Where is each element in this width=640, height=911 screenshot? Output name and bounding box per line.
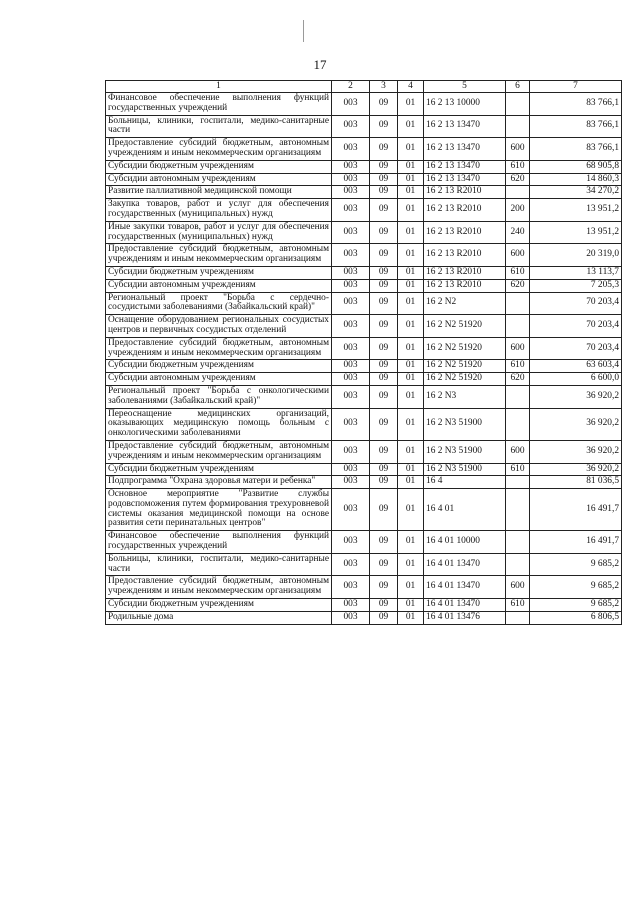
subsection-code: 01 <box>398 186 424 199</box>
row-name: Субсидии бюджетным учреждениям <box>106 599 332 612</box>
row-name: Субсидии автономным учреждениям <box>106 279 332 292</box>
ministry-code: 003 <box>332 599 370 612</box>
target-article-code: 16 2 13 13470 <box>424 138 506 161</box>
section-code: 09 <box>370 244 398 267</box>
section-code: 09 <box>370 186 398 199</box>
subsection-code: 01 <box>398 440 424 463</box>
row-name: Субсидии бюджетным учреждениям <box>106 360 332 373</box>
column-header: 2 <box>332 81 370 93</box>
section-code: 09 <box>370 173 398 186</box>
table-row <box>106 266 622 279</box>
row-name: Финансовое обеспечение выполнения функций государственных учреждений <box>106 93 332 116</box>
section-code: 09 <box>370 266 398 279</box>
row-name: Предоставление субсидий бюджетным, автономным учреждениям и иным некоммерческим организациям <box>106 138 332 161</box>
ministry-code: 003 <box>332 292 370 315</box>
section-code: 09 <box>370 315 398 338</box>
expense-type-code: 620 <box>506 173 530 186</box>
section-code: 09 <box>370 93 398 116</box>
target-article-code: 16 2 13 10000 <box>424 93 506 116</box>
table-body <box>106 93 622 625</box>
expense-type-code: 610 <box>506 463 530 476</box>
row-name: Больницы, клиники, госпитали, медико-санитарные части <box>106 553 332 576</box>
table-row <box>106 553 622 576</box>
ministry-code: 003 <box>332 440 370 463</box>
target-article-code: 16 4 <box>424 476 506 489</box>
section-code: 09 <box>370 373 398 386</box>
amount: 63 603,4 <box>530 360 622 373</box>
amount: 83 766,1 <box>530 93 622 116</box>
table-row <box>106 199 622 222</box>
section-code: 09 <box>370 611 398 624</box>
ministry-code: 003 <box>332 279 370 292</box>
ministry-code: 003 <box>332 244 370 267</box>
subsection-code: 01 <box>398 173 424 186</box>
row-name: Развитие паллиативной медицинской помощи <box>106 186 332 199</box>
subsection-code: 01 <box>398 199 424 222</box>
expense-type-code: 600 <box>506 244 530 267</box>
subsection-code: 01 <box>398 315 424 338</box>
ministry-code: 003 <box>332 315 370 338</box>
amount: 6 600,0 <box>530 373 622 386</box>
target-article-code: 16 2 13 R2010 <box>424 221 506 244</box>
amount: 81 036,5 <box>530 476 622 489</box>
target-article-code: 16 4 01 <box>424 489 506 531</box>
amount: 20 319,0 <box>530 244 622 267</box>
amount: 36 920,2 <box>530 463 622 476</box>
ministry-code: 003 <box>332 489 370 531</box>
target-article-code: 16 2 N3 51900 <box>424 408 506 440</box>
table-row <box>106 440 622 463</box>
subsection-code: 01 <box>398 576 424 599</box>
target-article-code: 16 4 01 13470 <box>424 599 506 612</box>
section-code: 09 <box>370 160 398 173</box>
row-name: Субсидии бюджетным учреждениям <box>106 266 332 279</box>
expense-type-code: 610 <box>506 266 530 279</box>
ministry-code: 003 <box>332 576 370 599</box>
expense-type-code <box>506 476 530 489</box>
ministry-code: 003 <box>332 115 370 138</box>
section-code: 09 <box>370 463 398 476</box>
table-row <box>106 476 622 489</box>
target-article-code: 16 4 01 13470 <box>424 553 506 576</box>
subsection-code: 01 <box>398 337 424 360</box>
row-name: Основное мероприятие "Развитие службы родовспоможения путем формирования трехуровневой системы оказания медицинской помощи на основе развития сети перинатальных центров" <box>106 489 332 531</box>
expense-type-code <box>506 489 530 531</box>
table-row <box>106 279 622 292</box>
target-article-code: 16 2 13 R2010 <box>424 244 506 267</box>
target-article-code: 16 2 N3 <box>424 385 506 408</box>
target-article-code: 16 2 13 13470 <box>424 160 506 173</box>
subsection-code: 01 <box>398 221 424 244</box>
target-article-code: 16 2 N3 51900 <box>424 440 506 463</box>
ministry-code: 003 <box>332 553 370 576</box>
section-code: 09 <box>370 576 398 599</box>
ministry-code: 003 <box>332 463 370 476</box>
section-code: 09 <box>370 199 398 222</box>
expense-type-code <box>506 186 530 199</box>
row-name: Переоснащение медицинских организаций, оказывающих медицинскую помощь больным с онкологическими заболеваниями <box>106 408 332 440</box>
section-code: 09 <box>370 489 398 531</box>
subsection-code: 01 <box>398 531 424 554</box>
table-row <box>106 599 622 612</box>
ministry-code: 003 <box>332 408 370 440</box>
ministry-code: 003 <box>332 160 370 173</box>
subsection-code: 01 <box>398 93 424 116</box>
amount: 70 203,4 <box>530 292 622 315</box>
subsection-code: 01 <box>398 489 424 531</box>
row-name: Иные закупки товаров, работ и услуг для обеспечения государственных (муниципальных) нужд <box>106 221 332 244</box>
amount: 36 920,2 <box>530 408 622 440</box>
expense-type-code <box>506 553 530 576</box>
ministry-code: 003 <box>332 531 370 554</box>
expense-type-code: 600 <box>506 337 530 360</box>
target-article-code: 16 2 N2 51920 <box>424 337 506 360</box>
table-row <box>106 173 622 186</box>
expense-type-code: 610 <box>506 360 530 373</box>
section-code: 09 <box>370 279 398 292</box>
amount: 9 685,2 <box>530 599 622 612</box>
row-name: Субсидии бюджетным учреждениям <box>106 160 332 173</box>
expense-type-code <box>506 385 530 408</box>
target-article-code: 16 2 13 R2010 <box>424 266 506 279</box>
amount: 16 491,7 <box>530 489 622 531</box>
expense-type-code: 610 <box>506 599 530 612</box>
expense-type-code: 200 <box>506 199 530 222</box>
target-article-code: 16 2 N2 51920 <box>424 360 506 373</box>
table-row <box>106 160 622 173</box>
table-row <box>106 576 622 599</box>
ministry-code: 003 <box>332 360 370 373</box>
amount: 13 113,7 <box>530 266 622 279</box>
row-name: Закупка товаров, работ и услуг для обеспечения государственных (муниципальных) нужд <box>106 199 332 222</box>
table-row <box>106 315 622 338</box>
column-header: 3 <box>370 81 398 93</box>
ministry-code: 003 <box>332 186 370 199</box>
subsection-code: 01 <box>398 553 424 576</box>
subsection-code: 01 <box>398 279 424 292</box>
target-article-code: 16 4 01 13470 <box>424 576 506 599</box>
column-header: 6 <box>506 81 530 93</box>
ministry-code: 003 <box>332 173 370 186</box>
table-row <box>106 244 622 267</box>
section-code: 09 <box>370 440 398 463</box>
amount: 13 951,2 <box>530 221 622 244</box>
table-row <box>106 463 622 476</box>
table-row <box>106 138 622 161</box>
section-code: 09 <box>370 337 398 360</box>
row-name: Субсидии бюджетным учреждениям <box>106 463 332 476</box>
row-name: Субсидии автономным учреждениям <box>106 173 332 186</box>
subsection-code: 01 <box>398 115 424 138</box>
amount: 36 920,2 <box>530 440 622 463</box>
expense-type-code <box>506 115 530 138</box>
row-name: Предоставление субсидий бюджетным, автономным учреждениям и иным некоммерческим организациям <box>106 576 332 599</box>
row-name: Родильные дома <box>106 611 332 624</box>
amount: 9 685,2 <box>530 553 622 576</box>
subsection-code: 01 <box>398 360 424 373</box>
expense-type-code: 620 <box>506 279 530 292</box>
target-article-code: 16 2 13 R2010 <box>424 186 506 199</box>
target-article-code: 16 2 13 13470 <box>424 173 506 186</box>
table-row <box>106 373 622 386</box>
row-name: Предоставление субсидий бюджетным, автономным учреждениям и иным некоммерческим организациям <box>106 440 332 463</box>
expense-type-code <box>506 292 530 315</box>
expense-type-code: 610 <box>506 160 530 173</box>
subsection-code: 01 <box>398 476 424 489</box>
subsection-code: 01 <box>398 463 424 476</box>
table-row <box>106 221 622 244</box>
subsection-code: 01 <box>398 160 424 173</box>
target-article-code: 16 2 13 R2010 <box>424 279 506 292</box>
row-name: Предоставление субсидий бюджетным, автономным учреждениям и иным некоммерческим организациям <box>106 244 332 267</box>
expense-type-code <box>506 93 530 116</box>
subsection-code: 01 <box>398 599 424 612</box>
section-code: 09 <box>370 476 398 489</box>
expense-type-code <box>506 611 530 624</box>
row-name: Оснащение оборудованием региональных сосудистых центров и первичных сосудистых отделений <box>106 315 332 338</box>
target-article-code: 16 4 01 10000 <box>424 531 506 554</box>
expense-type-code <box>506 408 530 440</box>
row-name: Субсидии автономным учреждениям <box>106 373 332 386</box>
target-article-code: 16 2 N2 51920 <box>424 373 506 386</box>
subsection-code: 01 <box>398 244 424 267</box>
expense-type-code: 600 <box>506 440 530 463</box>
amount: 68 905,8 <box>530 160 622 173</box>
subsection-code: 01 <box>398 138 424 161</box>
table-row <box>106 385 622 408</box>
table-row <box>106 337 622 360</box>
table-row <box>106 611 622 624</box>
ministry-code: 003 <box>332 138 370 161</box>
subsection-code: 01 <box>398 385 424 408</box>
target-article-code: 16 2 13 13470 <box>424 115 506 138</box>
expense-type-code: 600 <box>506 576 530 599</box>
expense-type-code <box>506 531 530 554</box>
table-row <box>106 186 622 199</box>
row-name: Региональный проект "Борьба с сердечно-сосудистыми заболеваниями (Забайкальский край)" <box>106 292 332 315</box>
amount: 9 685,2 <box>530 576 622 599</box>
table-row <box>106 292 622 315</box>
expense-type-code: 600 <box>506 138 530 161</box>
section-code: 09 <box>370 360 398 373</box>
target-article-code: 16 4 01 13476 <box>424 611 506 624</box>
table-row <box>106 408 622 440</box>
amount: 70 203,4 <box>530 315 622 338</box>
row-name: Больницы, клиники, госпитали, медико-санитарные части <box>106 115 332 138</box>
section-code: 09 <box>370 221 398 244</box>
table-row <box>106 360 622 373</box>
amount: 16 491,7 <box>530 531 622 554</box>
header-row <box>106 81 622 93</box>
section-code: 09 <box>370 292 398 315</box>
target-article-code: 16 2 N3 51900 <box>424 463 506 476</box>
ministry-code: 003 <box>332 385 370 408</box>
expense-type-code: 240 <box>506 221 530 244</box>
subsection-code: 01 <box>398 373 424 386</box>
amount: 83 766,1 <box>530 138 622 161</box>
section-code: 09 <box>370 115 398 138</box>
ministry-code: 003 <box>332 199 370 222</box>
row-name: Финансовое обеспечение выполнения функций государственных учреждений <box>106 531 332 554</box>
target-article-code: 16 2 13 R2010 <box>424 199 506 222</box>
target-article-code: 16 2 N2 <box>424 292 506 315</box>
ministry-code: 003 <box>332 266 370 279</box>
ministry-code: 003 <box>332 476 370 489</box>
table-row <box>106 93 622 116</box>
amount: 6 806,5 <box>530 611 622 624</box>
row-name: Подпрограмма "Охрана здоровья матери и ребенка" <box>106 476 332 489</box>
expense-type-code: 620 <box>506 373 530 386</box>
ministry-code: 003 <box>332 373 370 386</box>
subsection-code: 01 <box>398 266 424 279</box>
ministry-code: 003 <box>332 337 370 360</box>
column-header: 5 <box>424 81 506 93</box>
ministry-code: 003 <box>332 221 370 244</box>
row-name: Региональный проект "Борьба с онкологическими заболеваниями (Забайкальский край)" <box>106 385 332 408</box>
amount: 13 951,2 <box>530 199 622 222</box>
page-number: 17 <box>313 57 327 72</box>
table-row <box>106 115 622 138</box>
scan-mark <box>303 20 304 42</box>
amount: 7 205,3 <box>530 279 622 292</box>
subsection-code: 01 <box>398 611 424 624</box>
ministry-code: 003 <box>332 611 370 624</box>
section-code: 09 <box>370 408 398 440</box>
section-code: 09 <box>370 385 398 408</box>
target-article-code: 16 2 N2 51920 <box>424 315 506 338</box>
section-code: 09 <box>370 553 398 576</box>
column-header: 7 <box>530 81 622 93</box>
amount: 83 766,1 <box>530 115 622 138</box>
amount: 14 860,3 <box>530 173 622 186</box>
column-header: 4 <box>398 81 424 93</box>
row-name: Предоставление субсидий бюджетным, автономным учреждениям и иным некоммерческим организациям <box>106 337 332 360</box>
section-code: 09 <box>370 531 398 554</box>
amount: 34 270,2 <box>530 186 622 199</box>
ministry-code: 003 <box>332 93 370 116</box>
expense-type-code <box>506 315 530 338</box>
table-row <box>106 489 622 531</box>
budget-table <box>105 80 622 625</box>
column-header: 1 <box>106 81 332 93</box>
subsection-code: 01 <box>398 292 424 315</box>
section-code: 09 <box>370 138 398 161</box>
table-row <box>106 531 622 554</box>
amount: 70 203,4 <box>530 337 622 360</box>
amount: 36 920,2 <box>530 385 622 408</box>
subsection-code: 01 <box>398 408 424 440</box>
section-code: 09 <box>370 599 398 612</box>
